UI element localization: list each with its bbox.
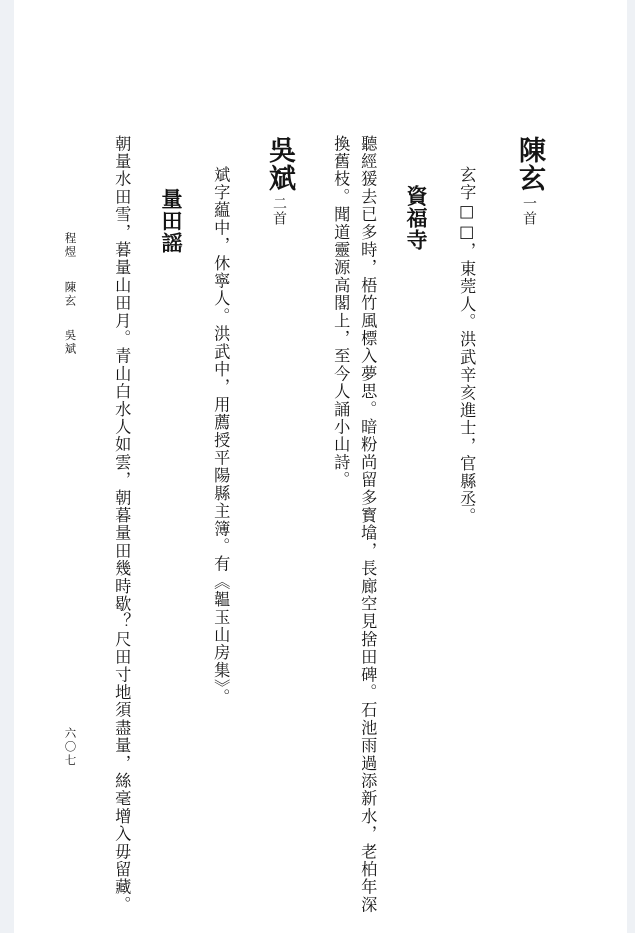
author-heading-chen-xuan xyxy=(516,136,543,226)
poem-title: 資福寺 xyxy=(404,185,429,251)
author-name: 陳玄 xyxy=(514,136,545,192)
page-number: 六〇七 xyxy=(63,727,78,768)
poem-count: 一首 xyxy=(521,196,537,226)
running-head-name: 吳斌 xyxy=(63,329,78,357)
poem-line: 聽經猨去已多時，梧竹風標入夢思。暗粉尚留多寳墖，長廊空見捨田碑。石池雨過添新水，老柏年深 xyxy=(358,135,378,914)
poem-line: 朝量水田雪，暮量山田月。青山白水人如雲，朝暮量田幾時歇？尺田寸地須盡量，絲毫增入毋留藏。 xyxy=(112,135,132,914)
scroll-edge xyxy=(627,0,635,933)
running-head xyxy=(64,232,76,356)
author-bio: 斌字藴中，休寧人。洪武中，用薦授平陽縣主簿。有《韞玉山房集》。 xyxy=(211,166,231,707)
poem-count: 二首 xyxy=(271,196,287,226)
running-head-name: 陳玄 xyxy=(63,280,78,308)
author-heading-wu-bin xyxy=(266,136,293,226)
author-bio: 玄字□□，東莞人。洪武辛亥進士，官縣丞。 xyxy=(457,166,477,526)
poem-line: 換舊枝。聞道靈源高閣上，至今人誦小山詩。 xyxy=(331,135,351,489)
poem-title: 量田謡 xyxy=(159,188,184,254)
author-name: 吳斌 xyxy=(264,136,295,192)
running-head-name: 程煜 xyxy=(63,232,78,259)
